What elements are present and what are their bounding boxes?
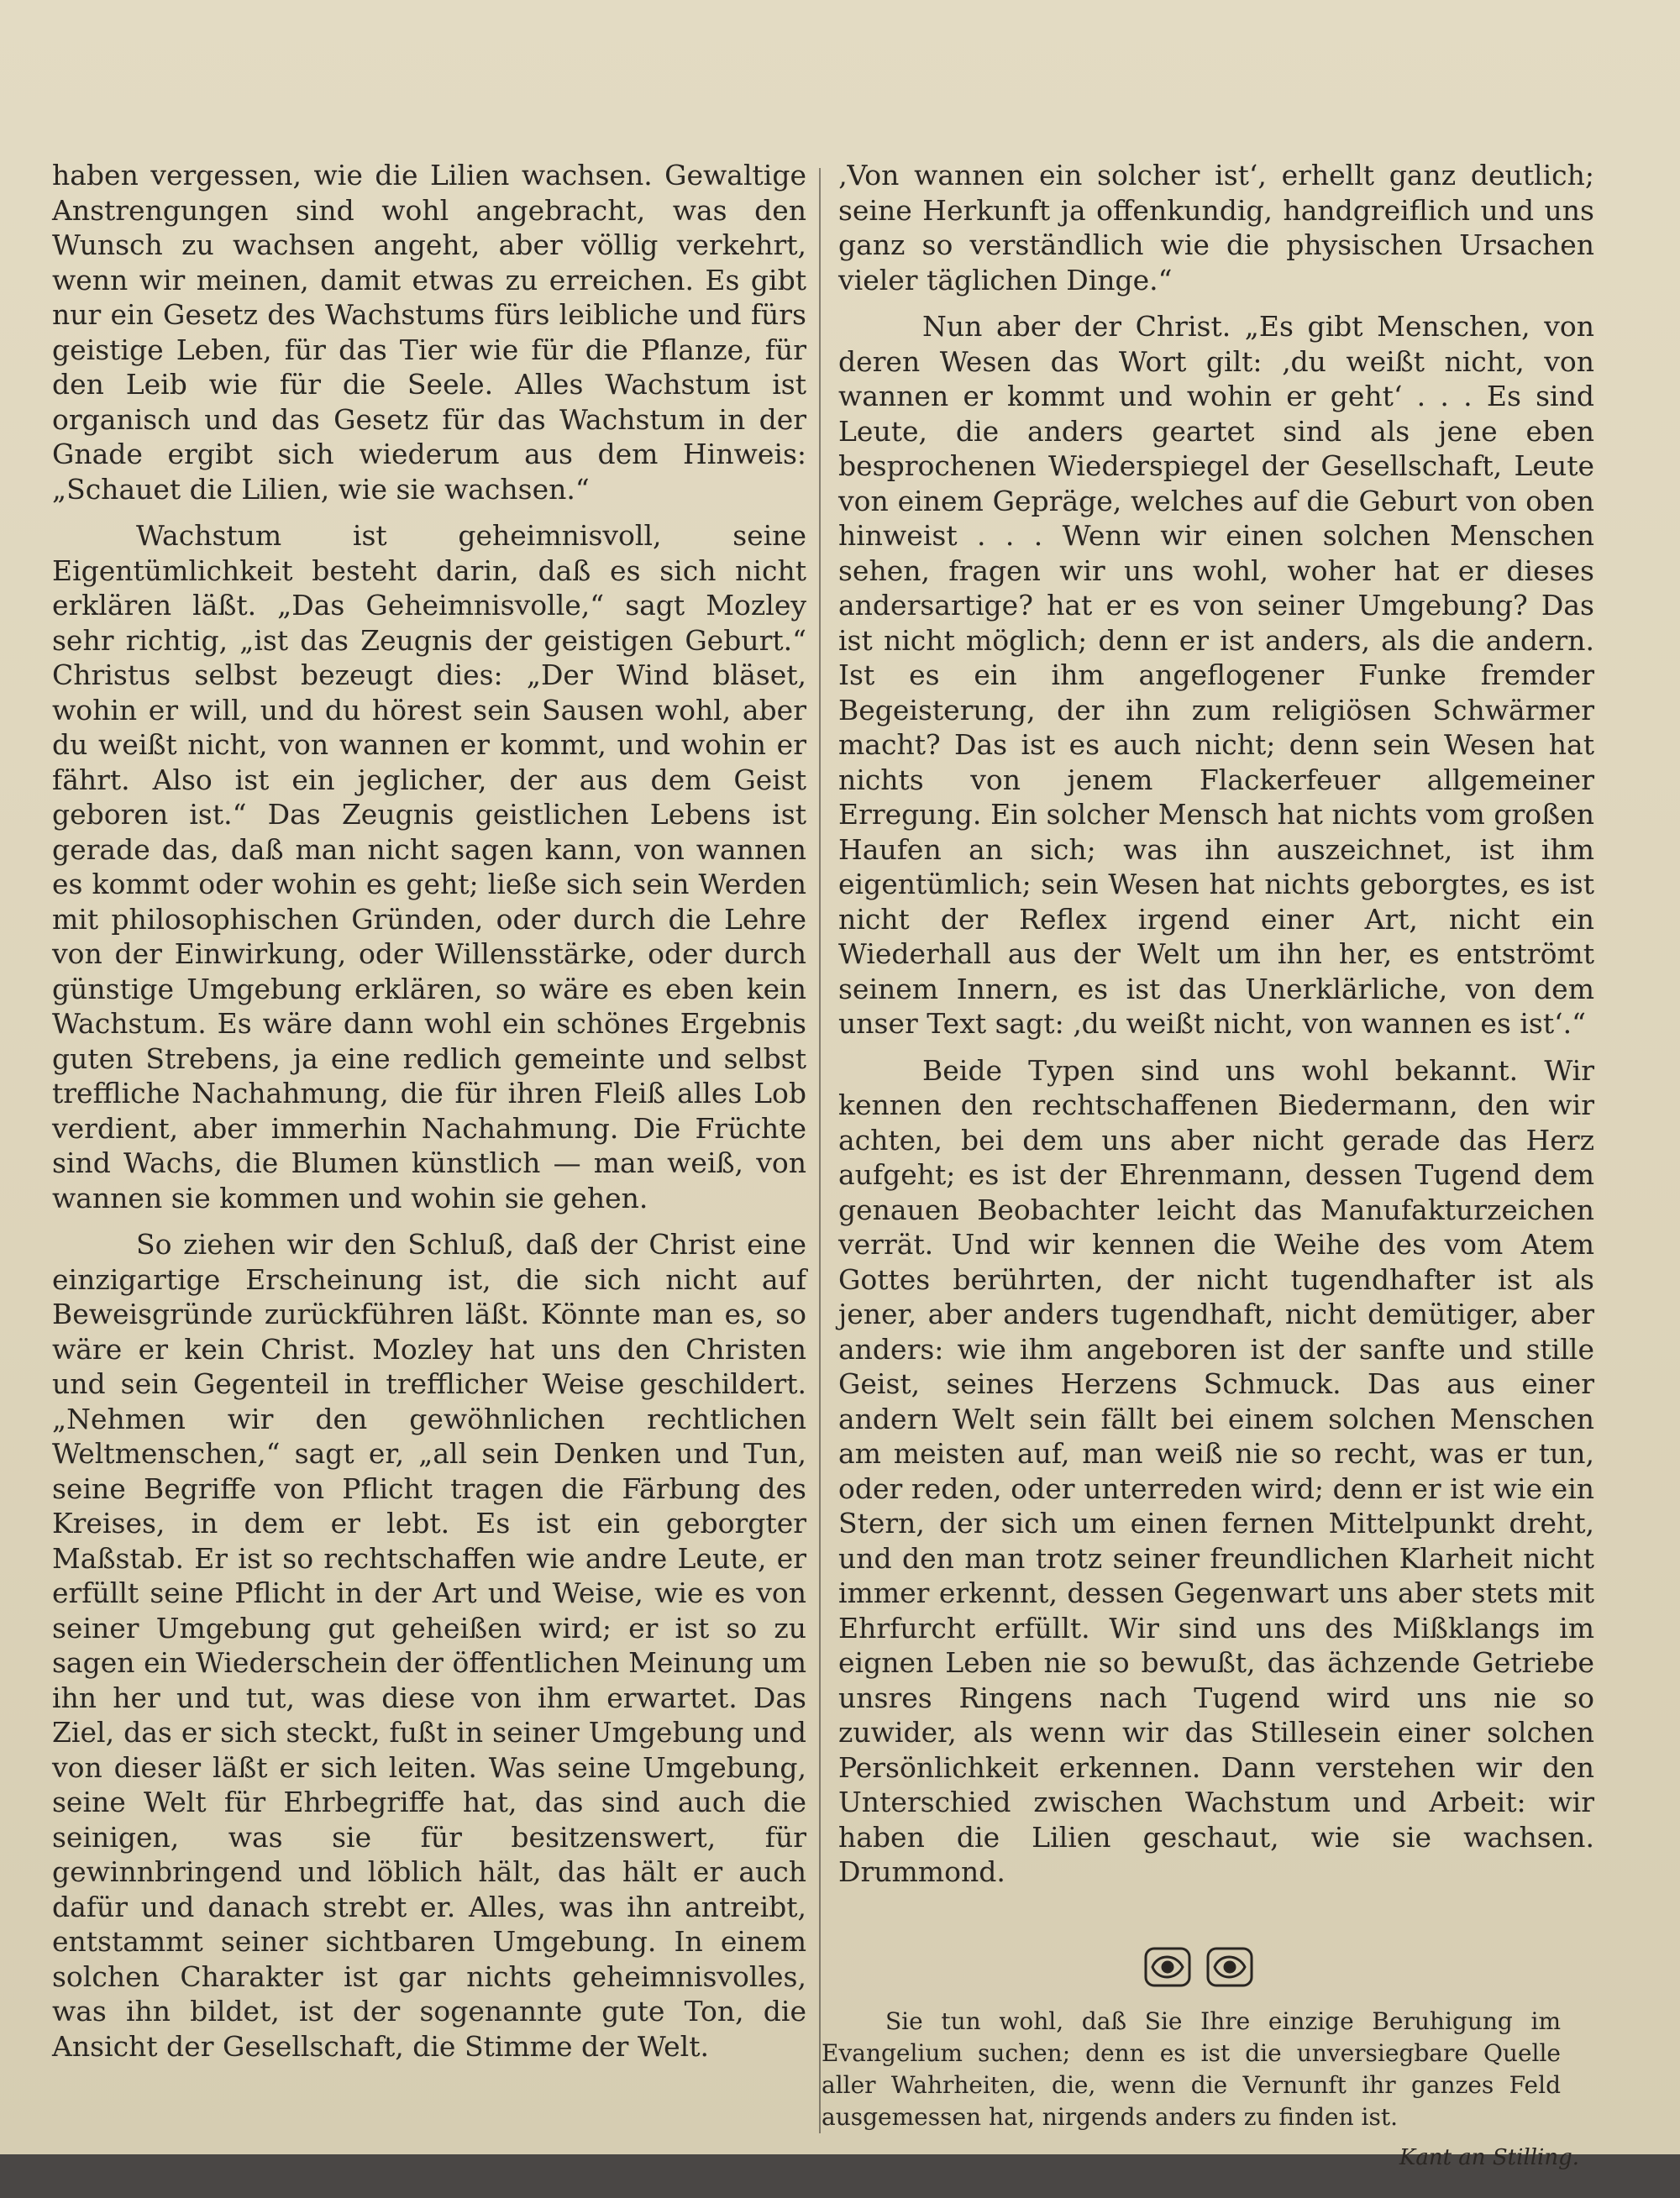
epigraph-author [1310, 2145, 1579, 2154]
left-paragraph-3: So ziehen wir den Schluß, daß der Christ eine einzigartige Erscheinung ist, die sich nicht auf Beweisgründe zurückführen läßt. Könnte man es, so wäre er kein Christ. Mozley hat uns den Christen und sein Gegenteil in trefflicher Weise geschildert. „Nehmen wir den gewöhnlichen rechtlichen Weltmenschen,“ sagt er, „all sein Denken und Tun, seine Begriffe von Pflicht tragen die Färbung des Kreises, in dem er lebt. Es ist ein geborgter Maßstab. Er ist so rechtschaffen wie andre Leute, er erfüllt seine Pflicht in der Art und Weise, wie es von seiner Umgebung gut geheißen wird; er ist so zu sagen ein Wiederschein der öffentlichen Meinung um ihn her und tut, was diese von ihm erwartet. Das Ziel, das er sich steckt, fußt in seiner Umgebung und von dieser läßt er sich leiten. Was seine Umgebung, seine Welt für Ehrbegriffe hat, das sind auch die seinigen, was sie für besitzenswert, für gewinnbringend und löblich hält, das hält er auch dafür und danach strebt er. Alles, was ihn antreibt, entstammt seiner sichtbaren Umgebung. In einem solchen Charakter ist gar nichts geheimnisvolles, was ihn bildet, ist der sogenannte gute Ton, die Ansicht der Gesellschaft, die Stimme der Welt. [52, 1228, 806, 2063]
decorative-floral-ornament-icon [1141, 1942, 1258, 1992]
left-column [52, 158, 806, 2064]
right-paragraph-2: Nun aber der Christ. „Es gibt Menschen, von deren Wesen das Wort gilt: ‚du weißt nicht, von wannen er kommt und wohin er geht‘ . . . Es sind Leute, die anders geartet sind als jene eben besprochenen Wiederspiegel der Gesellschaft, Leute von einem Gepräge, welches auf die Geburt von oben hinweist . . . Wenn wir einen solchen Menschen sehen, fragen wir uns wohl, woher hat er dieses andersartige? hat er es von seiner Umgebung? Das ist nicht möglich; denn er ist anders, als die andern. Ist es ein ihm angeflogener Funke fremder Begeisterung, der ihn zum religiösen Schwärmer macht? Das ist es auch nicht; denn sein Wesen hat nichts von jenem Flackerfeuer allgemeiner Erregung. Ein solcher Mensch hat nichts vom großen Haufen an sich; was ihn auszeichnet, ist ihm eigentümlich; sein Wesen hat nichts geborgtes, es ist nicht der Reflex irgend einer Art, nicht ein Wiederhall aus der Welt um ihn her, es entströmt seinem Innern, es ist das Unerklärliche, von dem unser Text sagt: ‚du weißt nicht, von wannen es ist‘.“ [838, 310, 1594, 1040]
column-divider [819, 168, 821, 2133]
left-paragraph-1: haben vergessen, wie die Lilien wachsen. Gewaltige Anstrengungen sind wohl angebracht, was den Wunsch zu wachsen angeht, aber völlig verkehrt, wenn wir meinen, damit etwas zu erreichen. Es gibt nur ein Gesetz des Wachstums fürs leibliche und fürs geistige Leben, für das Tier wie für die Pflanze, für den Leib wie für die Seele. Alles Wachstum ist organisch und das Gesetz für das Wachstum in der Gnade ergibt sich wiederum aus dem Hinweis: „Schauet die Lilien, wie sie wachsen.“ [52, 159, 806, 506]
epigraph-quote: Sie tun wohl, daß Sie Ihre einzige Beruhigung im Evangelium suchen; denn es ist die unversiegbare Quelle aller Wahrheiten, die, wenn die Vernunft ihr ganzes Feld ausgemessen hat, nirgends anders zu finden ist. [822, 2007, 1561, 2131]
right-paragraph-3: Beide Typen sind uns wohl bekannt. Wir kennen den rechtschaffenen Biedermann, den wir achten, bei dem uns aber nicht gerade das Herz aufgeht; es ist der Ehrenmann, dessen Tugend dem genauen Beobachter leicht das Manufakturzeichen verrät. Und wir kennen die Weihe des vom Atem Gottes berührten, der nicht tugendhafter ist als jener, aber anders tugendhaft, nicht demütiger, aber anders: wie ihm angeboren ist der sanfte und stille Geist, seines Herzens Schmuck. Das aus einer andern Welt sein fällt bei einem solchen Menschen am meisten auf, man weiß nie so recht, was er tun, oder reden, oder unterreden wird; denn er ist wie ein Stern, der sich um einen fernen Mittelpunkt dreht, und den man trotz seiner freundlichen Klarheit nicht immer erkennt, dessen Gegenwart uns aber stets mit Ehrfurcht erfüllt. Wir sind uns des Mißklangs im eignen Leben nie so bewußt, das ächzende Getriebe unsres Ringens nach Tugend wird uns nie so zuwider, als wenn wir das Stillesein einer solchen Persönlichkeit erkennen. Dann verstehen wir den Unterschied zwischen Wachstum und Arbeit: wir haben die Lilien geschaut, wie sie wachsen. Drummond. [838, 1053, 1594, 1888]
right-paragraph-1: ‚Von wannen ein solcher ist‘, erhellt ganz deutlich; seine Herkunft ja offenkundig, handgreiflich und uns ganz so verständlich wie die physischen Ursachen vieler täglichen Dinge.“ [838, 159, 1594, 296]
left-paragraph-2: Wachstum ist geheimnisvoll, seine Eigentümlichkeit besteht darin, daß es sich nicht erklären läßt. „Das Geheimnisvolle,“ sagt Mozley sehr richtig, „ist das Zeugnis der geistigen Geburt.“ Christus selbst bezeugt dies: „Der Wind bläset, wohin er will, und du hörest sein Sausen wohl, aber du weißt nicht, von wannen er kommt, und wohin er fährt. Also ist ein jeglicher, der aus dem Geist geboren ist.“ Das Zeugnis geistlichen Lebens ist gerade das, daß man nicht sagen kann, von wannen es kommt oder wohin es geht; ließe sich sein Werden mit philosophischen Gründen, oder durch die Lehre von der Einwirkung, oder Willensstärke, oder durch günstige Umgebung erklären, so wäre es eben kein Wachstum. Es wäre dann wohl ein schönes Ergebnis guten Strebens, ja eine redlich gemeinte und selbst treffliche Nachahmung, die für ihren Fleiß alles Lob verdient, aber immerhin Nachahmung. Die Früchte sind Wachs, die Blumen künstlich — man weiß, von wannen sie kommen und wohin sie gehen. [52, 519, 806, 1214]
right-column [838, 158, 1594, 1890]
